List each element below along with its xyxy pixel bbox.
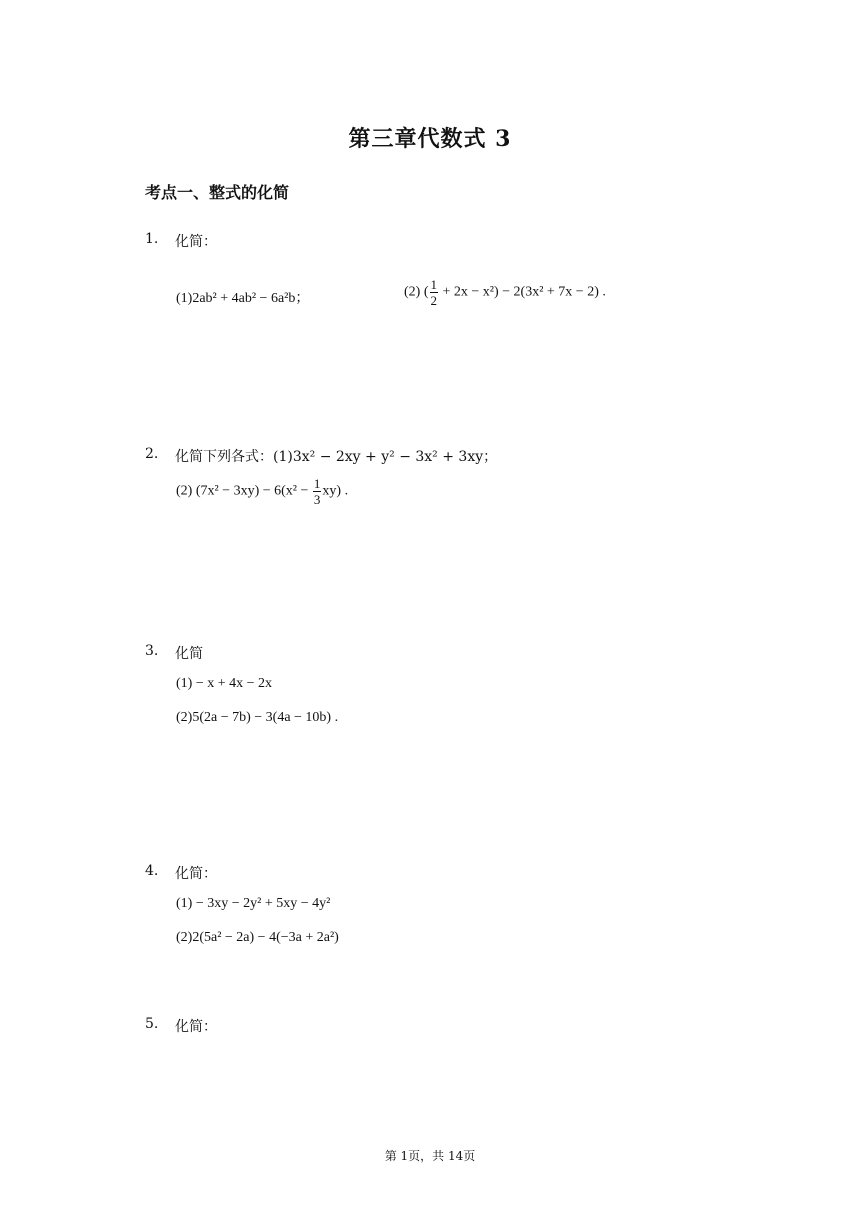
- fraction: [313, 477, 322, 506]
- question-2-text: 化简下列各式：(1)3x² − 2xy + y² − 3x² + 3xy；: [175, 449, 498, 465]
- fraction-numerator: 1: [313, 476, 321, 491]
- fraction-denominator: 3: [313, 492, 321, 507]
- fraction-denominator: 2: [430, 293, 437, 308]
- question-4-number: 4.: [145, 863, 159, 879]
- question-1-part-2-suffix: + 2x − x²) − 2(3x² + 7x − 2) .: [439, 284, 606, 300]
- question-2-part-2-suffix: xy) .: [322, 483, 349, 499]
- page-footer: 第 1页，共 14页: [384, 1149, 476, 1163]
- question-2-part-2: [176, 477, 348, 506]
- question-4-part-2: (2)2(5a² − 2a) − 4(−3a + 2a²): [176, 930, 339, 945]
- section-heading: 考点一、整式的化简: [145, 183, 290, 202]
- question-3-number: 3.: [145, 643, 159, 659]
- question-2-number: 2.: [145, 446, 159, 462]
- question-4-part-1: (1) − 3xy − 2y² + 5xy − 4y²: [176, 896, 331, 911]
- question-1-part-2: [404, 278, 606, 307]
- question-4-text: 化简：: [175, 866, 217, 882]
- question-3-part-1: (1) − x + 4x − 2x: [176, 676, 273, 691]
- question-2-part-2-prefix: (2) (7x² − 3xy) − 6(x² −: [176, 483, 312, 499]
- page-title: 第三章代数式 3: [348, 126, 512, 152]
- fraction-numerator: 1: [430, 277, 437, 292]
- question-5-number: 5.: [145, 1016, 159, 1032]
- fraction: [430, 278, 439, 307]
- question-3-text: 化简: [175, 646, 203, 662]
- question-3-part-2: (2)5(2a − 7b) − 3(4a − 10b) .: [176, 710, 339, 725]
- question-5-text: 化简：: [175, 1019, 217, 1035]
- question-1-text: 化简：: [175, 234, 217, 250]
- question-1-part-1: (1)2ab² + 4ab² − 6a²b；: [176, 291, 310, 306]
- question-1-part-2-prefix: (2) (: [404, 284, 429, 300]
- question-1-number: 1.: [145, 231, 159, 247]
